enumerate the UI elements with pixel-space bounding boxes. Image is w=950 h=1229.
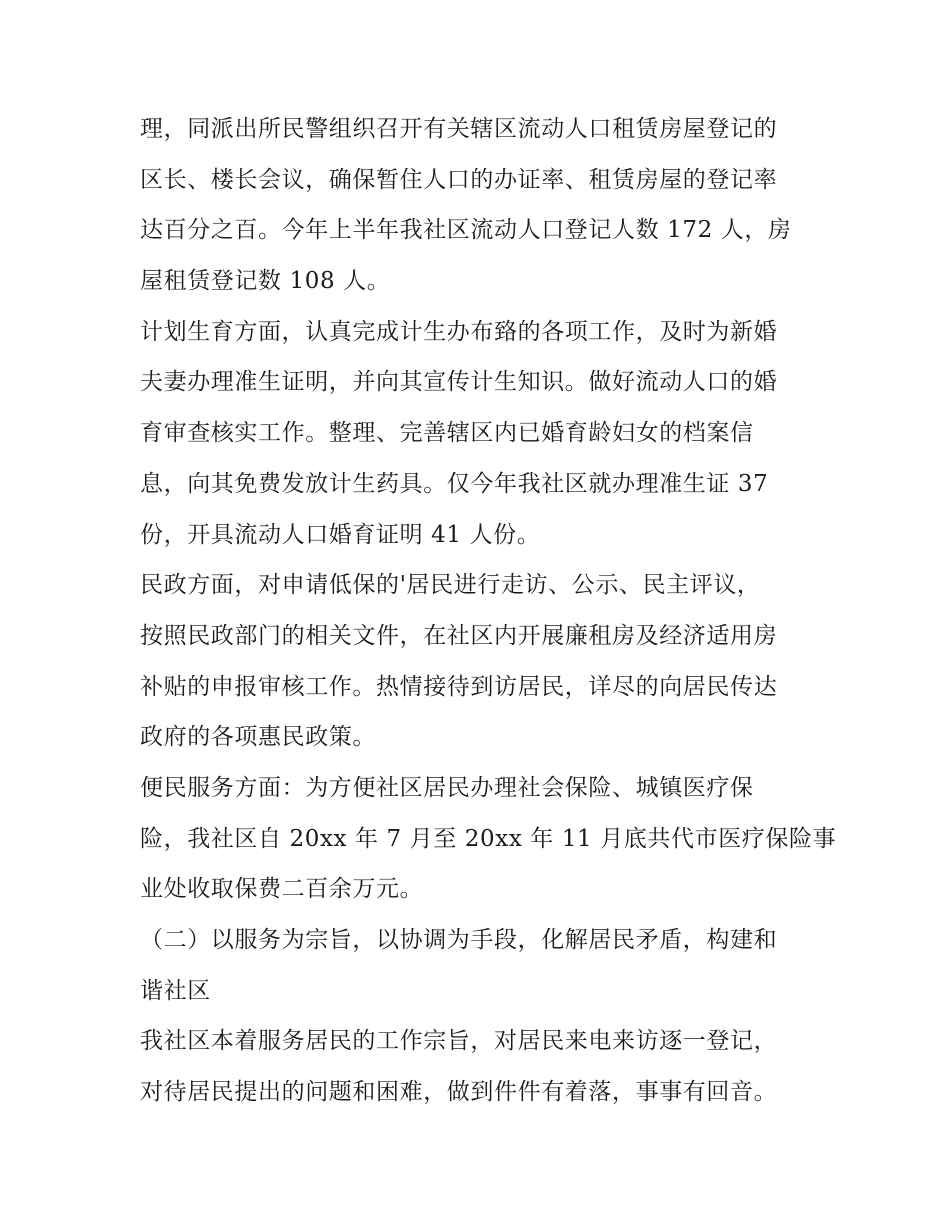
text-line: 理，同派出所民警组织召开有关辖区流动人口租赁房屋登记的 [140, 116, 778, 142]
text-line: 民政方面，对申请低保的'居民进行走访、公示、民主评议， [140, 572, 761, 599]
text-line: 计划生育方面，认真完成计生办布臵的各项工作，及时为新婚 [140, 318, 778, 345]
text-line: 险，我社区自 20xx 年 7 月至 20xx 年 11 月底共代市医疗保险事 [140, 825, 837, 852]
text-line: 按照民政部门的相关文件，在社区内开展廉租房及经济适用房 [140, 622, 778, 649]
text-line: 政府的各项惠民政策。 [140, 724, 376, 751]
text-line: 息，向其免费发放计生药具。仅今年我社区就办理准生证 37 [140, 470, 769, 497]
text-line: 我社区本着服务居民的工作宗旨，对居民来电来访逐一登记， [140, 1028, 778, 1055]
text-line: 业处收取保费二百余万元。 [140, 876, 424, 903]
text-line: 屋租赁登记数 108 人。 [140, 268, 391, 295]
text-line: 育审查核实工作。整理、完善辖区内已婚育龄妇女的档案信 [140, 420, 754, 447]
text-line: 便民服务方面：为方便社区居民办理社会保险、城镇医疗保 [140, 774, 754, 801]
text-line: （二）以服务为宗旨，以协调为手段，化解居民矛盾，构建和 [140, 927, 778, 953]
text-line: 补贴的申报审核工作。热情接待到访居民，详尽的向居民传达 [140, 673, 778, 700]
document-body [140, 104, 837, 1118]
text-line: 对待居民提出的问题和困难，做到件件有着落，事事有回音。 [140, 1079, 778, 1106]
text-line: 夫妻办理准生证明，并向其宣传计生知识。做好流动人口的婚 [140, 369, 778, 396]
text-line: 区长、楼长会议，确保暂住人口的办证率、租赁房屋的登记率 [140, 166, 778, 193]
text-line: 份，开具流动人口婚育证明 41 人份。 [140, 521, 541, 548]
text-line: 谐社区 [140, 977, 211, 1004]
text-line: 达百分之百。今年上半年我社区流动人口登记人数 172 人，房 [140, 217, 792, 244]
